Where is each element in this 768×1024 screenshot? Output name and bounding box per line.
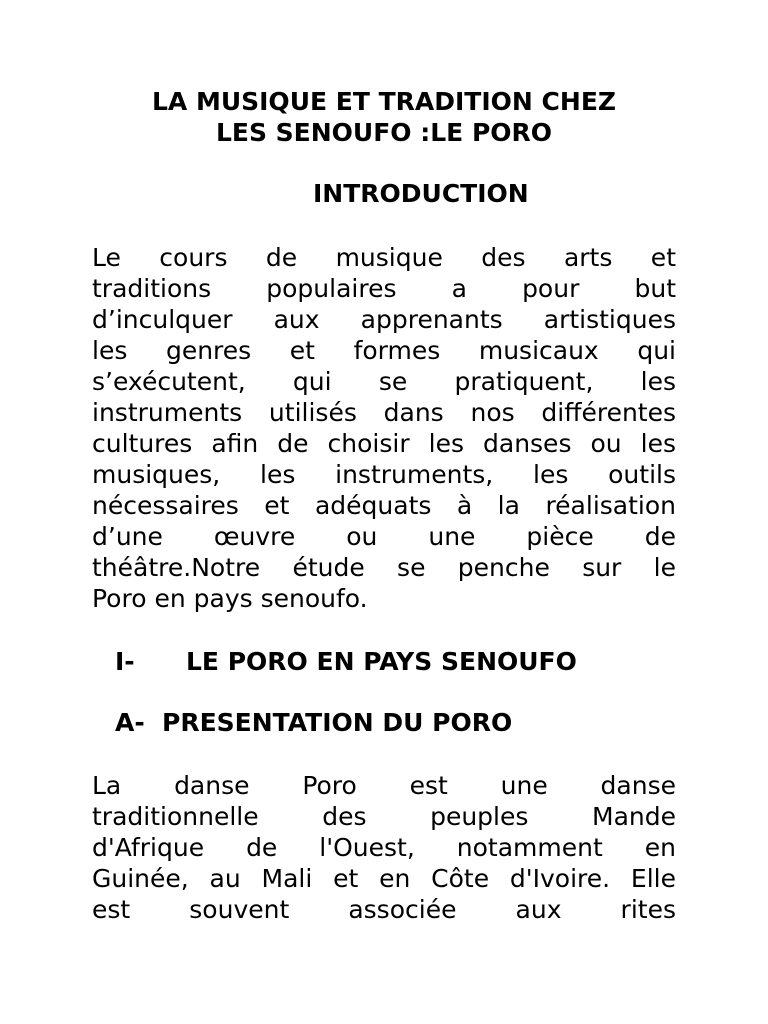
document-title bbox=[92, 86, 676, 148]
paragraph-line: traditionnelle des peuples Mande bbox=[92, 802, 676, 831]
paragraph-line: Poro en pays senoufo. bbox=[92, 584, 368, 613]
paragraph-line: d'Afrique de l'Ouest, notamment en bbox=[92, 833, 676, 862]
paragraph-line: traditions populaires a pour but bbox=[92, 274, 676, 303]
section-number: A- bbox=[115, 708, 145, 737]
paragraph-line: Le cours de musique des arts et bbox=[92, 243, 676, 272]
paragraph-line: Guinée, au Mali et en Côte d'Ivoire. Elle bbox=[92, 864, 676, 893]
paragraph-line: théâtre.Notre étude se penche sur le bbox=[92, 553, 676, 582]
section-title: LE PORO EN PAYS SENOUFO bbox=[186, 647, 577, 676]
introduction-paragraph bbox=[92, 242, 676, 614]
paragraph-line: d’inculquer aux apprenants artistiques bbox=[92, 305, 676, 334]
paragraph-line: est souvent associée aux rites bbox=[92, 895, 676, 924]
paragraph-line: d’une œuvre ou une pièce de bbox=[92, 522, 676, 551]
paragraph-line: cultures afin de choisir les danses ou les bbox=[92, 429, 676, 458]
paragraph-line: musiques, les instruments, les outils bbox=[92, 460, 676, 489]
paragraph-line: s’exécutent, qui se pratiquent, les bbox=[92, 367, 676, 396]
presentation-paragraph bbox=[92, 770, 676, 925]
title-line: LA MUSIQUE ET TRADITION CHEZ bbox=[151, 87, 617, 116]
paragraph-line: les genres et formes musicaux qui bbox=[92, 336, 676, 365]
title-line: LES SENOUFO :LE PORO bbox=[215, 118, 553, 147]
section-number: I- bbox=[115, 647, 135, 676]
paragraph-line: La danse Poro est une danse bbox=[92, 771, 676, 800]
section-title: PRESENTATION DU PORO bbox=[162, 708, 513, 737]
introduction-heading: INTRODUCTION bbox=[313, 179, 529, 208]
paragraph-line: instruments utilisés dans nos différentes bbox=[92, 398, 676, 427]
paragraph-line: nécessaires et adéquats à la réalisation bbox=[92, 491, 676, 520]
